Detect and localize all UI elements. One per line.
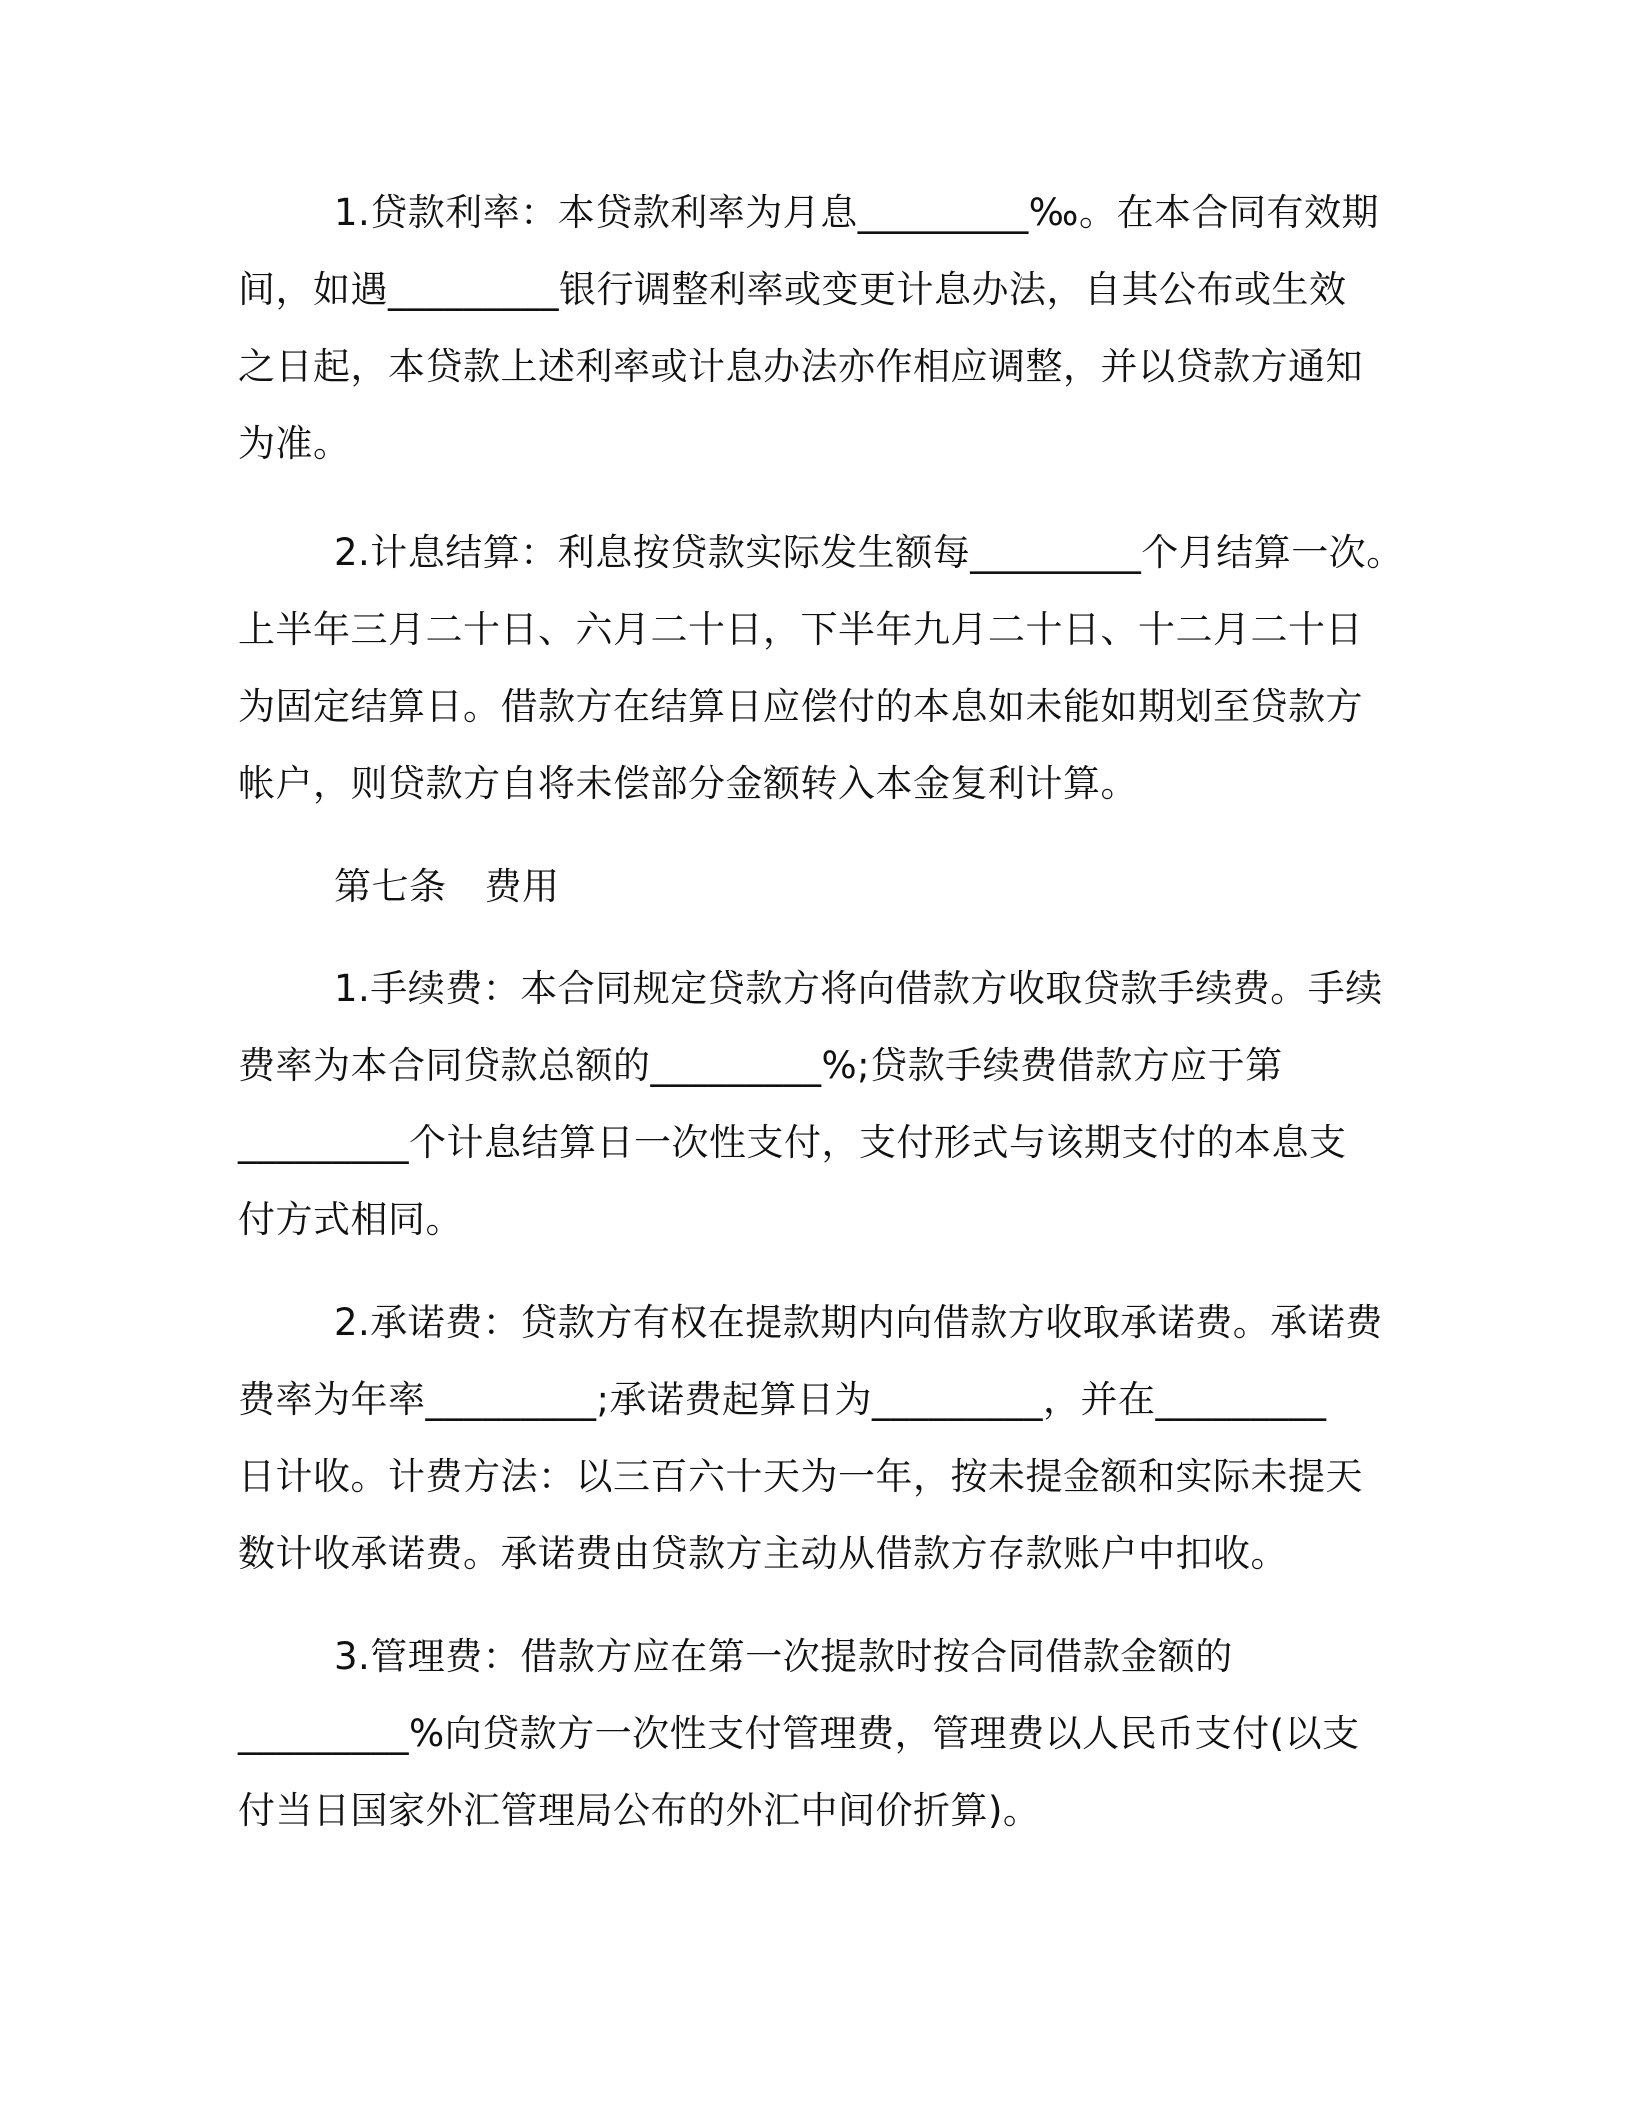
paragraph-line: 费率为年率_________;承诺费起算日为_________，并在_________ bbox=[238, 1378, 1327, 1421]
paragraph-line: 上半年三月二十日、六月二十日，下半年九月二十日、十二月二十日 bbox=[238, 608, 1363, 651]
article-heading bbox=[334, 848, 560, 925]
paragraph-line: 间，如遇_________银行调整利率或变更计息办法，自其公布或生效 bbox=[238, 268, 1347, 311]
paragraph-line: 3.管理费：借款方应在第一次提款时按合同借款金额的 bbox=[334, 1635, 1233, 1678]
paragraph-line: _________%向贷款方一次性支付管理费，管理费以人民币支付(以支 bbox=[238, 1712, 1360, 1755]
paragraph-line: 之日起，本贷款上述利率或计息办法亦作相应调整，并以贷款方通知 bbox=[238, 345, 1363, 388]
paragraph-line: 为准。 bbox=[238, 422, 351, 465]
paragraph-management-fee bbox=[238, 1618, 1408, 1849]
paragraph-line: 为固定结算日。借款方在结算日应偿付的本息如未能如期划至贷款方 bbox=[238, 685, 1363, 728]
paragraph-line: 费率为本合同贷款总额的_________%;贷款手续费借款方应于第 bbox=[238, 1044, 1283, 1087]
paragraph-line: 2.承诺费：贷款方有权在提款期内向借款方收取承诺费。承诺费 bbox=[334, 1301, 1383, 1344]
paragraph-line: 数计收承诺费。承诺费由贷款方主动从借款方存款账户中扣收。 bbox=[238, 1532, 1288, 1575]
paragraph-handling-fee bbox=[238, 950, 1408, 1258]
paragraph-interest-settlement bbox=[238, 514, 1408, 822]
paragraph-line: 帐户，则贷款方自将未偿部分金额转入本金复利计算。 bbox=[238, 762, 1138, 805]
paragraph-line: _________个计息结算日一次性支付，支付形式与该期支付的本息支 bbox=[238, 1121, 1347, 1164]
paragraph-line: 2.计息结算：利息按贷款实际发生额每_________个月结算一次。 bbox=[334, 531, 1404, 574]
article-title: 费用 bbox=[484, 865, 560, 908]
paragraph-line: 付当日国家外汇管理局公布的外汇中间价折算)。 bbox=[238, 1789, 1041, 1832]
paragraph-line: 1.手续费：本合同规定贷款方将向借款方收取贷款手续费。手续 bbox=[334, 967, 1383, 1010]
paragraph-commitment-fee bbox=[238, 1284, 1408, 1592]
paragraph-line: 1.贷款利率：本贷款利率为月息_________‰。在本合同有效期 bbox=[334, 191, 1379, 234]
paragraph-interest-rate bbox=[238, 174, 1408, 482]
article-number: 第七条 bbox=[334, 865, 447, 908]
paragraph-line: 付方式相同。 bbox=[238, 1198, 463, 1241]
paragraph-line: 日计收。计费方法：以三百六十天为一年，按未提金额和实际未提天 bbox=[238, 1455, 1363, 1498]
